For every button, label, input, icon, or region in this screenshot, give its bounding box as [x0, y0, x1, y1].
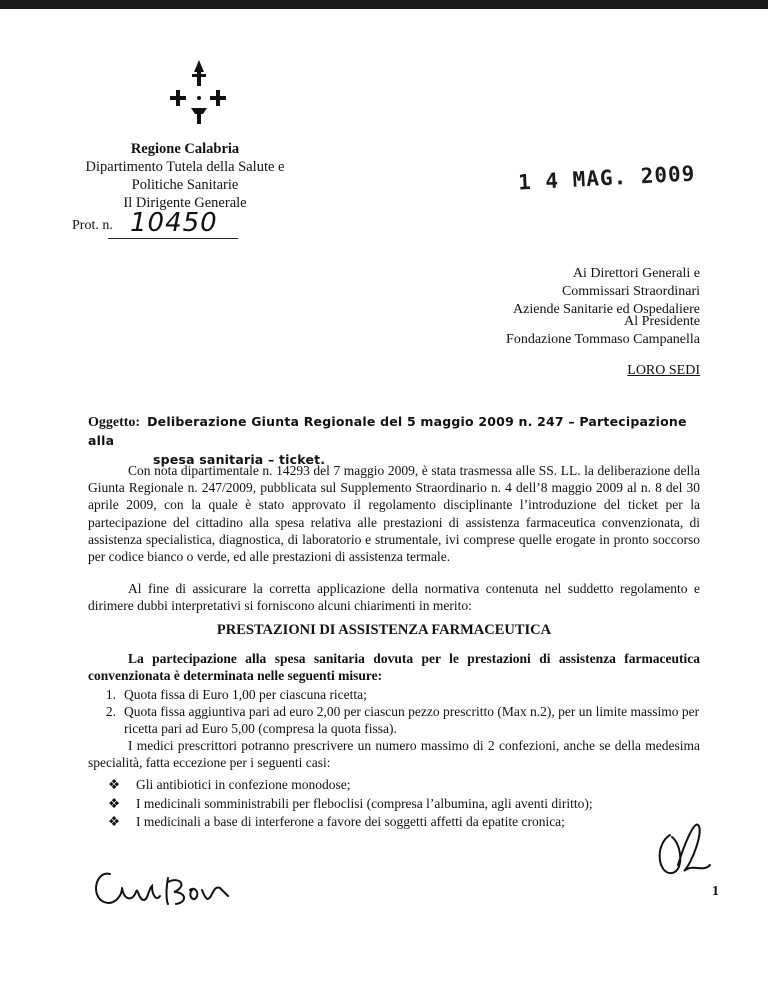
list-item — [108, 813, 708, 832]
scan-edge-bar — [0, 0, 768, 9]
recipient-line: Al Presidente — [624, 314, 700, 329]
list-item-text: I medicinali a base di interferone a favore dei soggetti affetti da epatite cronica; — [136, 814, 565, 829]
list-item — [108, 776, 708, 795]
protocol-number: 10450 — [130, 208, 218, 238]
subject-line-1: Deliberazione Giunta Regionale del 5 maggio 2009 n. 247 – Partecipazione alla — [88, 414, 687, 448]
director-title: Il Dirigente Generale — [123, 195, 247, 211]
four-diamond-bullet-icon: ❖ — [108, 795, 121, 811]
date-stamp: 1 4 MAG. 2009 — [517, 161, 696, 195]
numbered-list — [88, 686, 700, 738]
list-item — [88, 686, 700, 703]
department-line-1: Dipartimento Tutela della Salute e — [85, 159, 285, 175]
bullet-list — [108, 776, 708, 832]
body-paragraph-1: Con nota dipartimentale n. 14293 del 7 maggio 2009, è stata trasmessa alle SS. LL. la deliberazione della Giunta Regionale n. 247/2009, pubblicata sul Supplemento Straordinario n. 4 dell’8 maggio 2009 al n. 8 del 30 aprile 2009, con la quale è stato approvato il regolamento disciplinante l’introduzione del ticket per la partecipazione del cittadino alla spesa relativa alle prestazioni di assistenza farmaceutica convenzionata, di assistenza specialistica, diagnostica, di laboratorio e strumentale, ivi comprese quelle erogate in pronto soccorso per codice bianco o verde, ed alle prestazioni di assistenza termale. — [88, 463, 700, 565]
recipient-line: Commissari Straordinari — [561, 284, 700, 299]
protocol-label: Prot. n. — [72, 218, 113, 233]
subject-label: Oggetto: — [88, 415, 141, 430]
body-paragraph-4: I medici prescrittori potranno prescrivere un numero massimo di 2 confezioni, anche se della medesima specialità, fatta eccezione per i seguenti casi: — [88, 738, 700, 771]
sender-block — [60, 140, 310, 212]
subject-line-2: spesa sanitaria – ticket. — [153, 452, 326, 467]
section-heading: PRESTAZIONI DI ASSISTENZA FARMACEUTICA — [216, 622, 552, 638]
list-item-text: Quota fissa aggiuntiva pari ad euro 2,00 per ciascun pezzo prescritto (Max n.2), per un limite massimo per ricetta pari ad Euro 5,00 (compresa la quota fissa). — [124, 704, 700, 737]
list-item-number: 2. — [105, 704, 116, 720]
page-number: 1 — [712, 884, 719, 899]
recipient-line: Ai Direttori Generali e — [572, 266, 700, 281]
loro-sedi: LORO SEDI — [627, 363, 700, 378]
regione-calabria-emblem-icon — [168, 58, 230, 130]
recipient-line: Fondazione Tommaso Campanella — [506, 332, 700, 347]
recipient-group-2 — [506, 313, 700, 349]
four-diamond-bullet-icon: ❖ — [108, 777, 121, 792]
region-name: Regione Calabria — [130, 141, 240, 157]
body-paragraph-3: La partecipazione alla spesa sanitaria dovuta per le prestazioni di assistenza farmaceutica convenzionata è determinata nelle seguenti misure: — [88, 651, 700, 684]
recipient-line: Aziende Sanitarie ed Ospedaliere — [513, 302, 700, 317]
recipient-group-1 — [513, 265, 700, 319]
handwritten-initials — [648, 815, 718, 890]
department-line-2: Politiche Sanitarie — [131, 177, 239, 193]
list-item-text: I medicinali somministrabili per fleboclisi (compresa l’albumina, agli aventi diritto); — [136, 795, 593, 811]
protocol-underline — [108, 238, 238, 239]
four-diamond-bullet-icon: ❖ — [108, 814, 121, 829]
list-item-text: Gli antibiotici in confezione monodose; — [136, 777, 351, 792]
body-paragraph-2: Al fine di assicurare la corretta applicazione della normativa contenuta nel suddetto regolamento e dirimere dubbi interpretativi si forniscono alcuni chiarimenti in merito: — [88, 581, 700, 614]
handwritten-signature — [88, 856, 238, 916]
list-item-text: Quota fissa di Euro 1,00 per ciascuna ricetta; — [124, 687, 367, 702]
list-item — [88, 703, 700, 737]
list-item — [108, 795, 708, 814]
list-item-number: 1. — [105, 687, 116, 702]
